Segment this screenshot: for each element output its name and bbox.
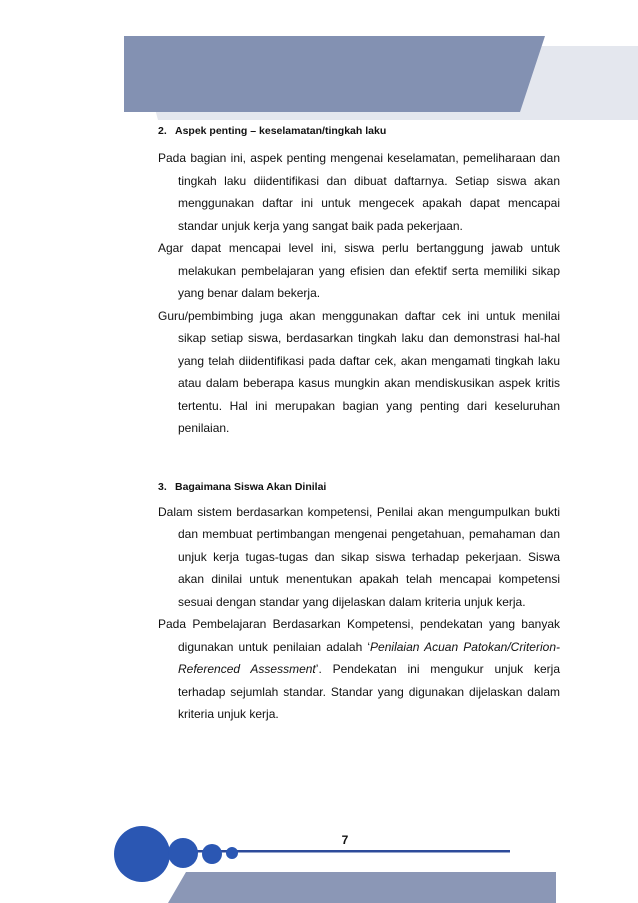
paragraph: Pada bagian ini, aspek penting mengenai keselamatan, pemeliharaan dan tingkah laku diidentifikasi dan dibuat daftarnya. Setiap siswa akan menggunakan daftar ini untuk mengecek apakah dapat mencapai standar unjuk kerja yang sangat baik pada pekerjaan. (158, 151, 560, 233)
italic-term: Penilaian Acuan Patokan/Criterion-Referenced Assessment (178, 639, 560, 676)
paragraph: Agar dapat mencapai level ini, siswa perlu bertanggung jawab untuk melakukan pembelajaran yang efisien dan efektif serta memiliki sikap yang benar dalam bekerja. (158, 241, 560, 300)
paragraph (158, 613, 560, 726)
paragraph: Dalam sistem berdasarkan kompetensi, Penilai akan mengumpulkan bukti dan membuat pertimbangan mengenai pengetahuan, pemahaman dan unjuk kerja tugas-tugas dan sikap siswa terhadap pekerjaan. Siswa akan dinilai untuk menentukan apakah telah mencapai kompetensi sesuai dengan standar yang dijelaskan dalam kriteria unjuk kerja. (158, 504, 560, 609)
section-safety (158, 124, 560, 440)
paragraph: Guru/pembimbing juga akan menggunakan daftar cek ini untuk menilai sikap setiap siswa, berdasarkan tingkah laku dan demonstrasi hal-hal yang telah diidentifikasi pada daftar cek, akan mengamati tingkah laku atau dalam beberapa kasus mungkin akan mendiskusikan aspek kritis tertentu. Hal ini merupakan bagian yang penting dari keseluruhan penilaian. (158, 308, 560, 435)
page-number: 7 (341, 833, 349, 847)
section-number: 3. (158, 480, 167, 493)
paragraph-text: ’. Pendekatan ini mengukur unjuk kerja terhadap sejumlah standar. Standar yang digunakan dijelaskan dalam kriteria unjuk kerja. (178, 662, 560, 721)
page-content (158, 124, 560, 726)
section-number: 2. (158, 125, 167, 137)
section-heading (158, 480, 560, 494)
section-assessment (158, 480, 560, 726)
header-banner (0, 0, 638, 120)
section-heading (158, 124, 560, 138)
section-title: Bagaimana Siswa Akan Dinilai (175, 480, 327, 493)
paragraph-text: Pada Pembelajaran Berdasarkan Kompetensi, pendekatan yang banyak digunakan untuk penilaian adalah ‘ (158, 617, 560, 654)
section-title: Aspek penting – keselamatan/tingkah laku (175, 125, 387, 137)
